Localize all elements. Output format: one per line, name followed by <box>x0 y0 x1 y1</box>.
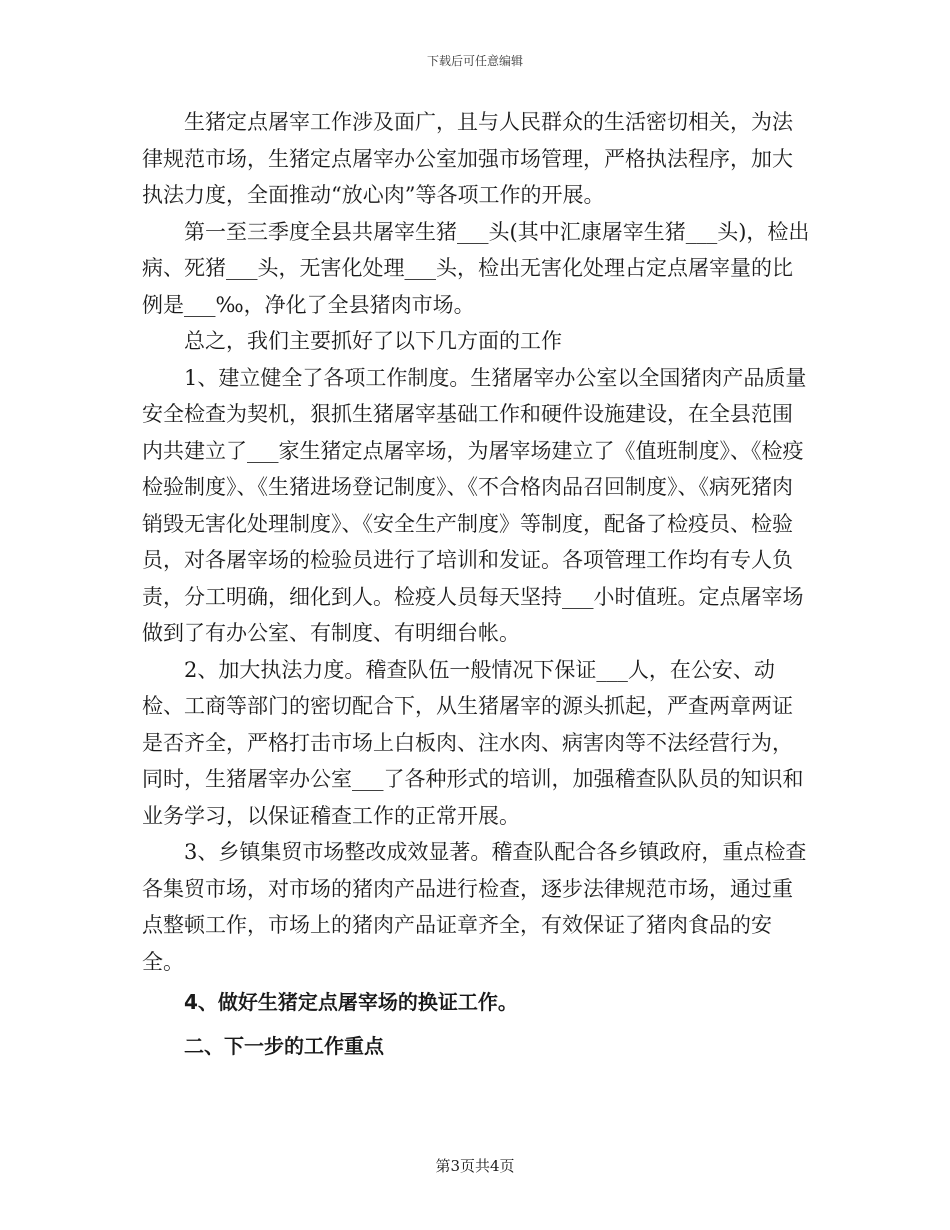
paragraph-summary: 总之，我们主要抓好了以下几方面的工作 <box>184 329 562 353</box>
heading-item-4: 4、做好生猪定点屠宰场的换证工作。 <box>184 990 518 1014</box>
paragraph-item-3: 3、乡镇集贸市场整改成效显著。稽查队配合各乡镇政府，重点检查各集贸市场，对市场的猪肉产品进行检查，逐步法律规范市场，通过重点整顿工作，市场上的猪肉产品证章齐全，有效保证了猪肉食品的安全。 <box>142 840 807 974</box>
page-footer: 第3页共4页 <box>435 1157 515 1175</box>
paragraph-item-1: 1、建立健全了各项工作制度。生猪屠宰办公室以全国猪肉产品质量安全检查为契机，狠抓生猪屠宰基础工作和硬件设施建设，在全县范围内共建立了___家生猪定点屠宰场，为屠宰场建立了《值班制度》、《检疫检验制度》、《生猪进场登记制度》、《不合格肉品召回制度》、《病死猪肉销毁无害化处理制度》、《安全生产制度》等制度，配备了检疫员、检验员，对各屠宰场的检验员进行了培训和发证。各项管理工作均有专人负责，分工明确，细化到人。检疫人员每天坚持___小时值班。定点屠宰场做到了有办公室、有制度、有明细台帐。 <box>142 365 807 645</box>
paragraph-intro: 生猪定点屠宰工作涉及面广，且与人民群众的生活密切相关，为法律规范市场，生猪定点屠宰办公室加强市场管理，严格执法程序，加大执法力度，全面推动“放心肉”等各项工作的开展。 <box>142 110 793 207</box>
paragraph-item-2: 2、加大执法力度。稽查队伍一般情况下保证___人，在公安、动检、工商等部门的密切配合下，从生猪屠宰的源头抓起，严查两章两证是否齐全，严格打击市场上白板肉、注水肉、病害肉等不法经营行为，同时，生猪屠宰办公室___了各种形式的培训，加强稽查队队员的知识和业务学习，以保证稽查工作的正常开展。 <box>142 657 804 828</box>
heading-next-steps: 二、下一步的工作重点 <box>184 1034 384 1058</box>
document-body <box>142 104 810 1068</box>
page-header: 下载后可任意编辑 <box>426 54 523 68</box>
paragraph-statistics: 第一至三季度全县共屠宰生猪___头(其中汇康屠宰生猪___头)，检出病、死猪___头，无害化处理___头，检出无害化处理占定点屠宰量的比例是___‰，净化了全县猪肉市场。 <box>142 219 810 317</box>
